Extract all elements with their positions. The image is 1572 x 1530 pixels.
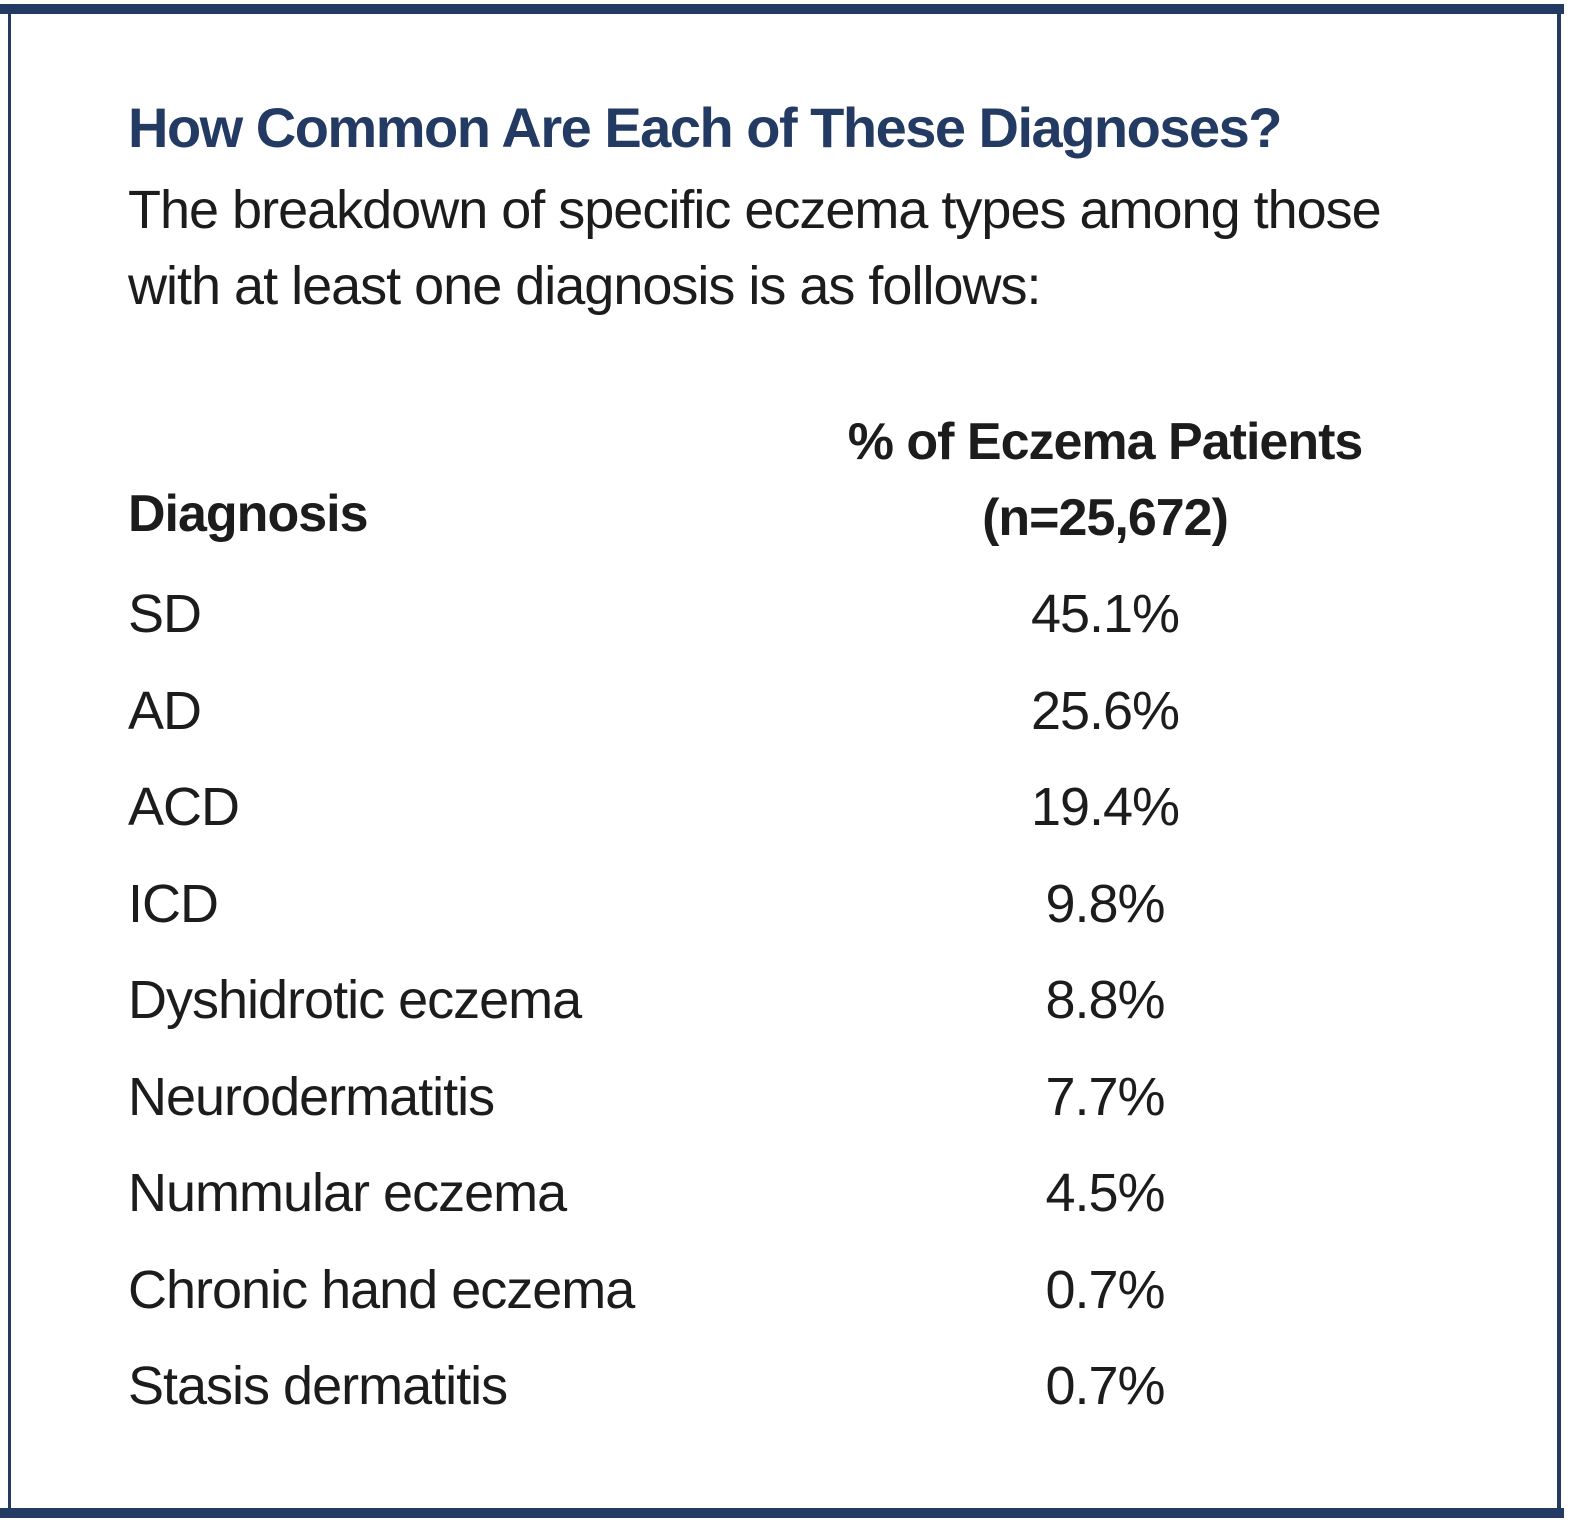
frame-border-left [8,4,11,1518]
frame-border-bottom [0,1508,1564,1518]
row-percent: 7.7% [1045,1066,1165,1127]
row-diagnosis: Stasis dermatitis [128,1356,508,1417]
table-row [128,566,1428,663]
frame-border-top [0,4,1564,14]
row-percent: 25.6% [1030,680,1180,741]
row-diagnosis: Nummular eczema [128,1163,567,1224]
column-header-percent-label: % of Eczema Patients [847,413,1363,471]
column-header-diagnosis: Diagnosis [128,485,368,543]
card-title: How Common Are Each of These Diagnoses? [128,96,1281,159]
row-diagnosis: Chronic hand eczema [128,1259,635,1320]
diagnosis-table [128,566,1428,1435]
row-diagnosis: ACD [128,777,240,838]
table-row [128,856,1428,953]
table-row [128,759,1428,856]
row-diagnosis: AD [128,680,202,741]
row-percent: 19.4% [1030,777,1180,838]
table-row [128,952,1428,1049]
row-percent: 45.1% [1030,584,1180,645]
row-percent: 4.5% [1045,1163,1165,1224]
row-diagnosis: Dyshidrotic eczema [128,970,582,1031]
card-subtitle: The breakdown of specific eczema types among those with at least one diagnosis is as follows: [128,180,1381,316]
row-percent: 8.8% [1045,970,1165,1031]
table-row [128,1145,1428,1242]
row-diagnosis: SD [128,584,202,645]
column-header-percent-sample-size: (n=25,672) [982,489,1228,547]
table-row [128,1242,1428,1339]
row-diagnosis: ICD [128,873,218,934]
frame-border-right [1557,4,1561,1518]
row-percent: 0.7% [1045,1356,1165,1417]
row-percent: 0.7% [1045,1259,1165,1320]
row-diagnosis: Neurodermatitis [128,1066,495,1127]
table-row [128,663,1428,760]
table-row [128,1049,1428,1146]
column-header-percent [790,404,1420,556]
table-row [128,1338,1428,1435]
row-percent: 9.8% [1045,873,1165,934]
